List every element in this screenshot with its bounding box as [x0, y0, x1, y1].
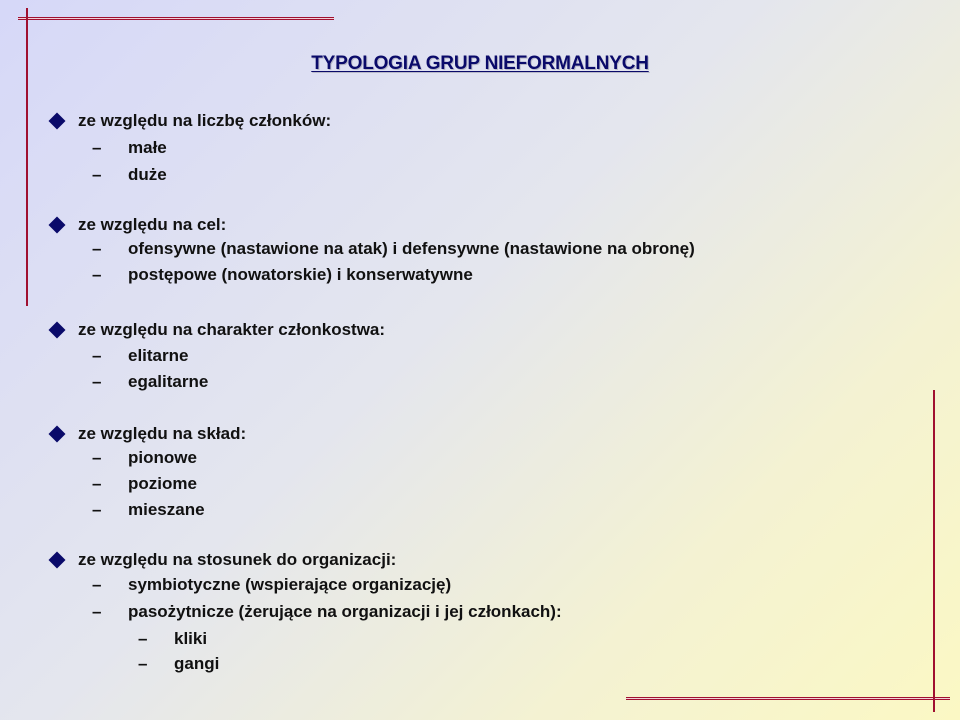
dash-marker: – [138, 629, 148, 648]
list-item: – małe [92, 138, 167, 157]
dash-marker: – [92, 165, 102, 184]
dash-marker: – [92, 602, 102, 621]
section-heading: ze względu na skład: [46, 424, 246, 444]
dash-marker: – [92, 372, 102, 391]
sub-list-item: – gangi [138, 654, 220, 673]
dash-marker: – [92, 575, 102, 594]
sub-list-item: – kliki [138, 629, 208, 648]
dash-marker: – [92, 138, 102, 157]
decorative-bottom-horizontal-line [626, 697, 950, 700]
decorative-bottom-vertical-line [933, 390, 935, 712]
diamond-bullet-icon [49, 552, 66, 569]
dash-marker: – [92, 265, 102, 284]
dash-marker: – [92, 500, 102, 519]
list-item: – pasożytnicze (żerujące na organizacji i jej członkach): [92, 602, 562, 621]
diamond-bullet-icon [49, 113, 66, 130]
list-item: – pionowe [92, 448, 197, 467]
dash-marker: – [92, 346, 102, 365]
section-heading: ze względu na cel: [46, 215, 226, 235]
list-item: – ofensywne (nastawione na atak) i defensywne (nastawione na obronę) [92, 239, 695, 258]
section-heading: ze względu na stosunek do organizacji: [46, 550, 396, 570]
section-heading: ze względu na charakter członkostwa: [46, 320, 385, 340]
list-item: – elitarne [92, 346, 189, 365]
list-item: – poziome [92, 474, 197, 493]
diamond-bullet-icon [49, 426, 66, 443]
list-item: – postępowe (nowatorskie) i konserwatywne [92, 265, 473, 284]
dash-marker: – [92, 239, 102, 258]
diamond-bullet-icon [49, 322, 66, 339]
list-item: – duże [92, 165, 167, 184]
list-item: – egalitarne [92, 372, 209, 391]
dash-marker: – [138, 654, 148, 673]
section-heading: ze względu na liczbę członków: [46, 111, 331, 131]
dash-marker: – [92, 474, 102, 493]
decorative-top-horizontal-line [18, 17, 334, 20]
slide-title: TYPOLOGIA GRUP NIEFORMALNYCH [311, 53, 649, 74]
diamond-bullet-icon [49, 217, 66, 234]
dash-marker: – [92, 448, 102, 467]
list-item: – mieszane [92, 500, 205, 519]
list-item: – symbiotyczne (wspierające organizację) [92, 575, 452, 594]
